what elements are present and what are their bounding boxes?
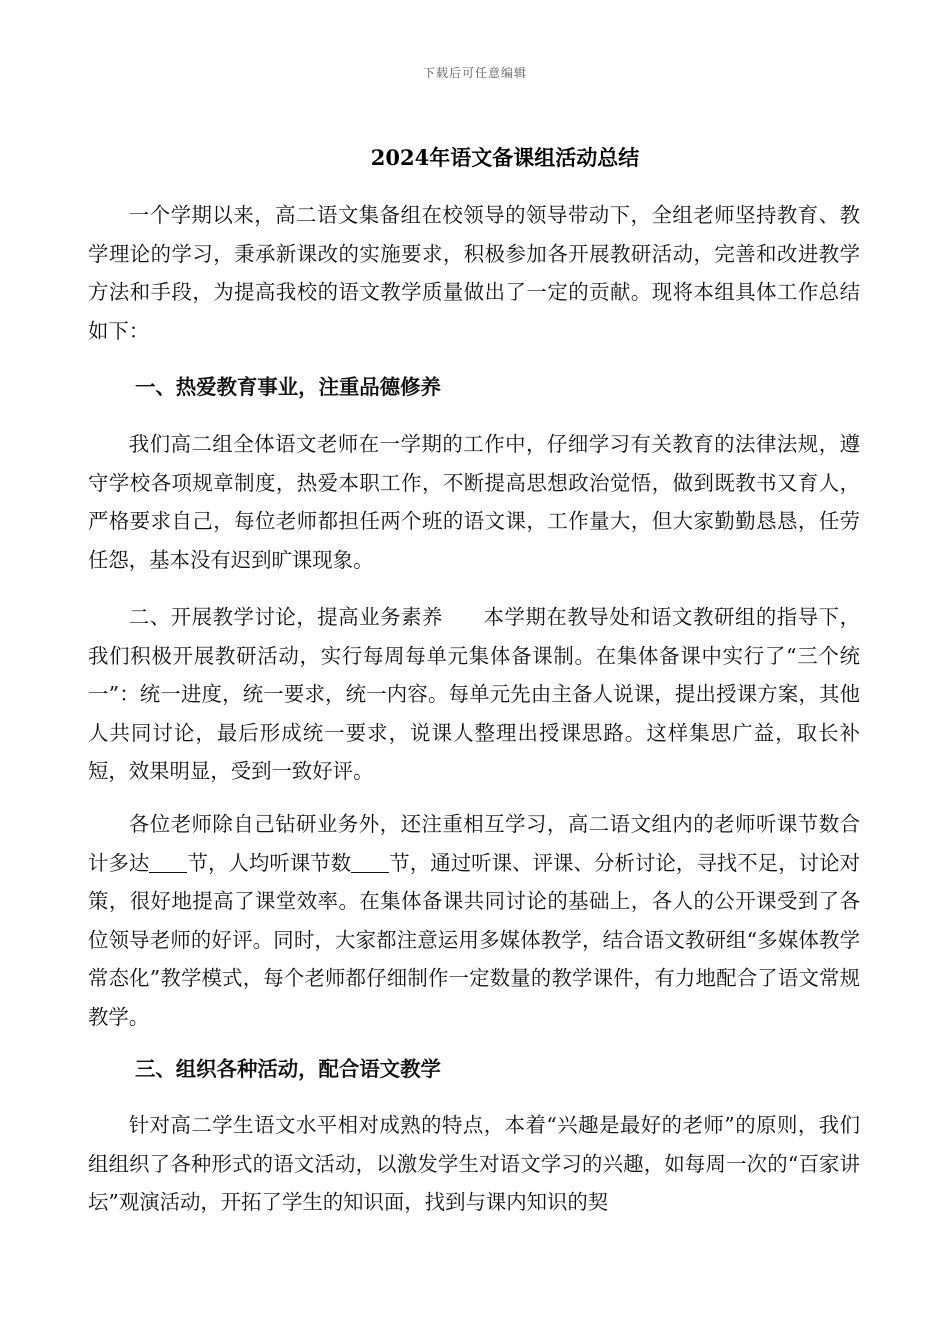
intro-paragraph: 一个学期以来，高二语文集备组在校领导的领导带动下，全组老师坚持教育、教学理论的学习，秉承新课改的实施要求，积极参加各开展教研活动，完善和改进教学方法和手段，为提高我校的语文教学质量做出了一定的贡献。现将本组具体工作总结如下：: [88, 203, 860, 343]
section2-paragraph-text: 本学期在教导处和语文教研组的指导下，我们积极开展教研活动，实行每周每单元集体备课制。在集体备课中实行了“三个统一”：统一进度，统一要求，统一内容。每单元先由主备人说课，提出授课方案，其他人共同讨论，最后形成统一要求，说课人整理出授课思路。这样集思广益，取长补短，效果明显，受到一致好评。: [88, 605, 861, 783]
section2-paragraph: [88, 598, 860, 791]
paragraph2-part-b: 节，人均听课节数: [187, 850, 352, 875]
paragraph2-part-c: 节，通过听课、评课、分析讨论，寻找不足，讨论对策，很好地提高了课堂效率。在集体备课共同讨论的基础上，各人的公开课受到了各位领导老师的好评。同时，大家都注意运用多媒体教学，结合语文教研组“多媒体教学常态化”教学模式，每个老师都仔细制作一定数量的教学课件，有力地配合了语文常规教学。: [88, 850, 861, 1029]
document-title: 2024年语文备课组活动总结: [370, 145, 640, 170]
section2-heading: 二、开展教学讨论，提高业务素养: [128, 605, 443, 629]
paragraph2-part-a: 各位老师除自己钻研业务外，还注重相互学习，高二语文组内的老师听课节数合计多达: [88, 812, 860, 875]
fill-blank-total: [149, 851, 187, 872]
section1-heading: 一、热爱教育事业，注重品德修养: [135, 375, 441, 399]
section1-paragraph: 我们高二组全体语文老师在一学期的工作中，仔细学习有关教育的法律法规，遵守学校各项规章制度，热爱本职工作，不断提高思想政治觉悟，做到既教书又育人，严格要求自己，每位老师都担任两个班的语文课，工作量大，但大家勤勤恳恳，任劳任怨，基本没有迟到旷课现象。: [88, 432, 860, 572]
fill-blank-average: [351, 851, 389, 872]
section2-paragraph2: [88, 805, 860, 1036]
section3-paragraph: 针对高二学生语文水平相对成熟的特点，本着“兴趣是最好的老师”的原则，我们组组织了各种形式的语文活动，以激发学生对语文学习的兴趣，如每周一次的“百家讲坛”观演活动，开拓了学生的知识面，找到与课内知识的契: [88, 1113, 860, 1214]
section3-heading: 三、组织各种活动，配合语文教学: [135, 1057, 441, 1081]
header-note: 下载后可任意编辑: [422, 66, 527, 80]
